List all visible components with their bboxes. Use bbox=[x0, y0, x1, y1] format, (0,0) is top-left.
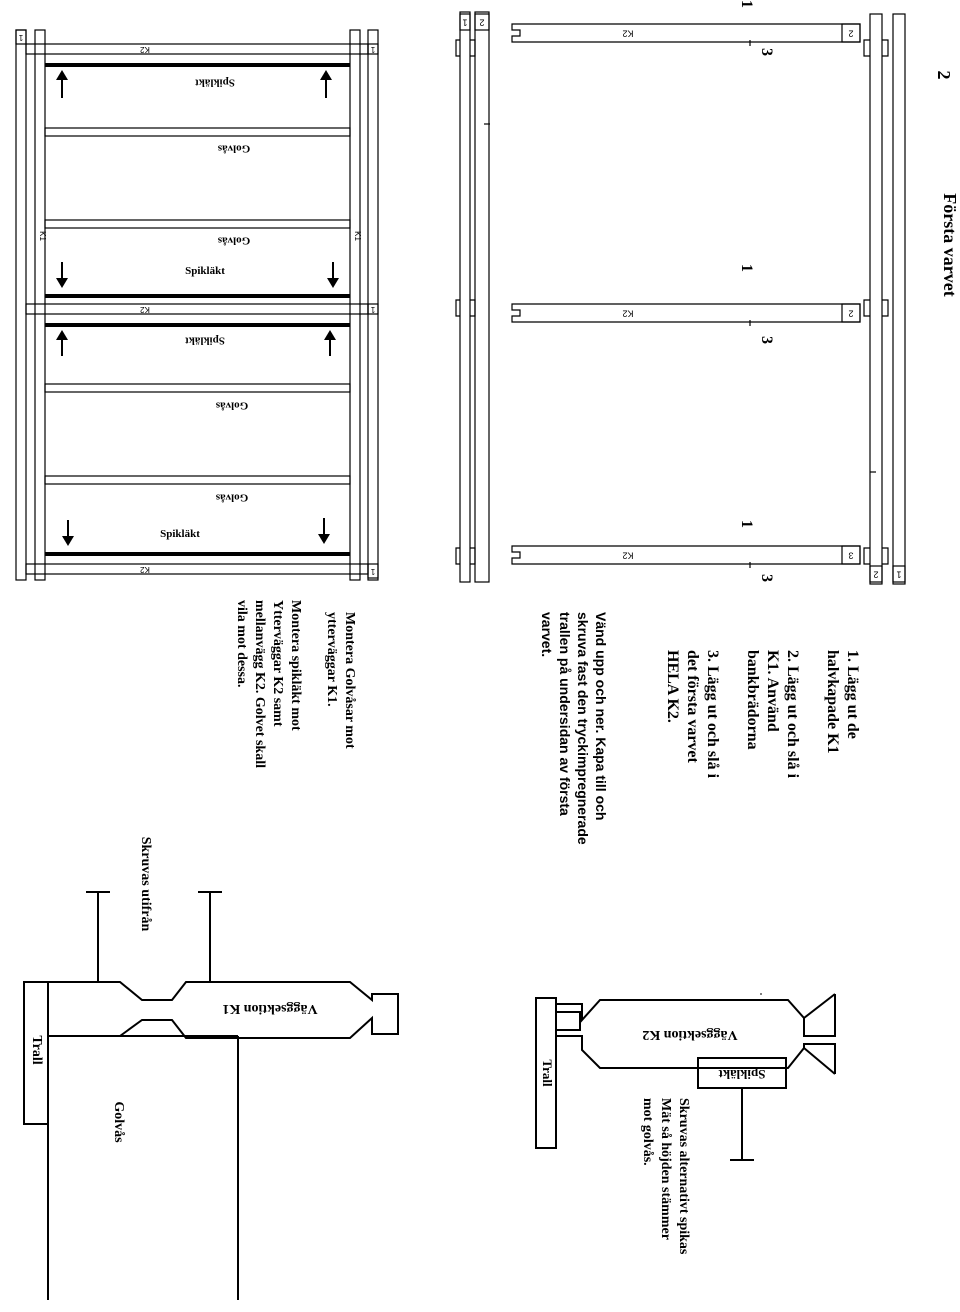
page-heading: Första varvet bbox=[940, 193, 960, 297]
rim-beam-top bbox=[16, 30, 378, 54]
rim-end: 1 bbox=[370, 566, 376, 576]
side-marker: K1 bbox=[353, 231, 362, 241]
tral-label: Trall bbox=[28, 1035, 44, 1065]
rim-beam-bottom bbox=[26, 564, 378, 578]
beam-label: K2 bbox=[622, 28, 634, 39]
steps-list bbox=[664, 650, 861, 779]
batten-label: Spikläkt bbox=[718, 1067, 766, 1083]
flip-note bbox=[539, 612, 609, 845]
mount-note-line: ytterväggar K1. bbox=[324, 612, 339, 707]
joist-rect bbox=[45, 384, 350, 392]
rail-end-label: 1 bbox=[896, 569, 902, 580]
joist-label: Golvås bbox=[217, 234, 251, 247]
detail-wall-k1 bbox=[24, 837, 398, 1300]
detail-note-line: Mät så höjden stämmer bbox=[658, 1098, 673, 1240]
arrow-down-icon bbox=[318, 518, 330, 544]
side-marker: K1 bbox=[38, 231, 47, 241]
step-line: det första varvet bbox=[684, 650, 701, 763]
cross-beam-2 bbox=[512, 304, 860, 322]
arrow-up-icon bbox=[324, 330, 336, 356]
flip-note-line: Vänd upp och ner. Kapa till och bbox=[593, 612, 609, 821]
step-line: 3. Lägg ut och slå i bbox=[704, 650, 721, 779]
callout-number: 3 bbox=[758, 574, 775, 582]
joist-label: Golvås bbox=[215, 399, 249, 412]
joist-label: Golvås bbox=[215, 491, 249, 504]
first-course-plan bbox=[456, 0, 905, 584]
joist-rect bbox=[45, 128, 350, 136]
batten-bar bbox=[45, 294, 350, 298]
joist-label: Golvås bbox=[217, 142, 251, 155]
mount-note-line: mellanvägg K2. Golvet skall bbox=[252, 600, 267, 768]
page-header bbox=[934, 71, 960, 297]
beam-label: K2 bbox=[622, 308, 634, 319]
side-rail-outer bbox=[893, 14, 905, 584]
mount-note bbox=[234, 600, 357, 768]
batten-label: Spikläkt bbox=[195, 76, 235, 89]
cross-beam-3 bbox=[512, 546, 860, 564]
side-rail-left-inner bbox=[475, 12, 489, 582]
callout-number: 3 bbox=[758, 48, 775, 56]
beam-end-label: 2 bbox=[848, 308, 854, 319]
batten-bar bbox=[45, 323, 350, 327]
flip-note-line: varvet. bbox=[539, 612, 555, 658]
batten-bar bbox=[45, 63, 350, 67]
rail-end-label: 2 bbox=[479, 17, 485, 28]
rim-label: K2 bbox=[140, 44, 150, 54]
mount-note-line: vila mot dessa. bbox=[234, 600, 249, 688]
step-line: halvkapade K1 bbox=[824, 650, 841, 754]
wall-label: Väggsektion K1 bbox=[222, 1000, 318, 1016]
batten-label: Spikläkt bbox=[185, 265, 225, 277]
mount-note-line: Ytterväggar K2 samt bbox=[270, 600, 285, 727]
detail-note: Skruvas utifrån bbox=[138, 836, 153, 932]
detail-note-line: Skruvas alternativt spikas bbox=[676, 1098, 691, 1255]
detail-wall-k2 bbox=[536, 994, 835, 1255]
callout-number: 1 bbox=[738, 520, 755, 528]
batten-label: Spikläkt bbox=[160, 528, 200, 540]
tral-label: Trall bbox=[540, 1059, 556, 1087]
joist-rect bbox=[45, 220, 350, 228]
rail-end-label: 1 bbox=[462, 17, 468, 28]
rim-beam-middle bbox=[26, 304, 378, 314]
flip-note-line: trallen på undersidan av första bbox=[557, 612, 573, 816]
arrow-up-icon bbox=[320, 70, 332, 98]
side-rail-left-outer bbox=[460, 12, 470, 582]
callout-number: 3 bbox=[758, 336, 775, 344]
cross-beam-1 bbox=[512, 24, 860, 42]
arrow-up-icon bbox=[56, 330, 68, 356]
beam-end-label: 2 bbox=[848, 28, 854, 39]
rim-end: 1 bbox=[370, 44, 376, 54]
wall-label: Väggsektion K2 bbox=[642, 1026, 738, 1042]
mount-note-line: Montera Golvåsar mot bbox=[342, 612, 357, 749]
rim-end: 1 bbox=[18, 32, 24, 42]
rim-label: K2 bbox=[140, 304, 150, 314]
joist-label: Golvås bbox=[110, 1101, 126, 1143]
callout-number: 1 bbox=[738, 264, 755, 272]
step-line: bankbrädorna bbox=[744, 650, 761, 750]
rim-label: K2 bbox=[140, 564, 150, 574]
arrow-down-icon bbox=[56, 262, 68, 288]
batten-bar bbox=[45, 552, 350, 556]
rail-end-label: 2 bbox=[873, 569, 879, 580]
rail-notches bbox=[456, 40, 888, 564]
rim-end: 1 bbox=[370, 304, 376, 314]
step-line: K1. Använd bbox=[764, 650, 781, 732]
beam-end-label: 3 bbox=[848, 550, 854, 561]
side-rail-inner bbox=[870, 14, 882, 584]
callout-number: 1 bbox=[738, 0, 755, 8]
mount-note-line: Montera spikläkt mot bbox=[288, 600, 303, 731]
joist-plan bbox=[16, 30, 378, 580]
batten-label: Spikläkt bbox=[185, 334, 225, 347]
flip-note-line: skruva fast den tryckimpregnerade bbox=[575, 612, 591, 845]
step-line: HELA K2. bbox=[664, 650, 681, 723]
joist-rect bbox=[45, 476, 350, 484]
step-line: 2. Lägg ut och slå i bbox=[784, 650, 801, 779]
arrow-down-icon bbox=[327, 262, 339, 288]
beam-label: K2 bbox=[622, 550, 634, 561]
arrow-down-icon bbox=[62, 520, 74, 546]
detail-note-line: mot golvås. bbox=[640, 1098, 655, 1166]
arrow-up-icon bbox=[56, 70, 68, 98]
page-number: 2 bbox=[934, 70, 954, 80]
step-line: 1. Lägg ut de bbox=[844, 650, 861, 739]
